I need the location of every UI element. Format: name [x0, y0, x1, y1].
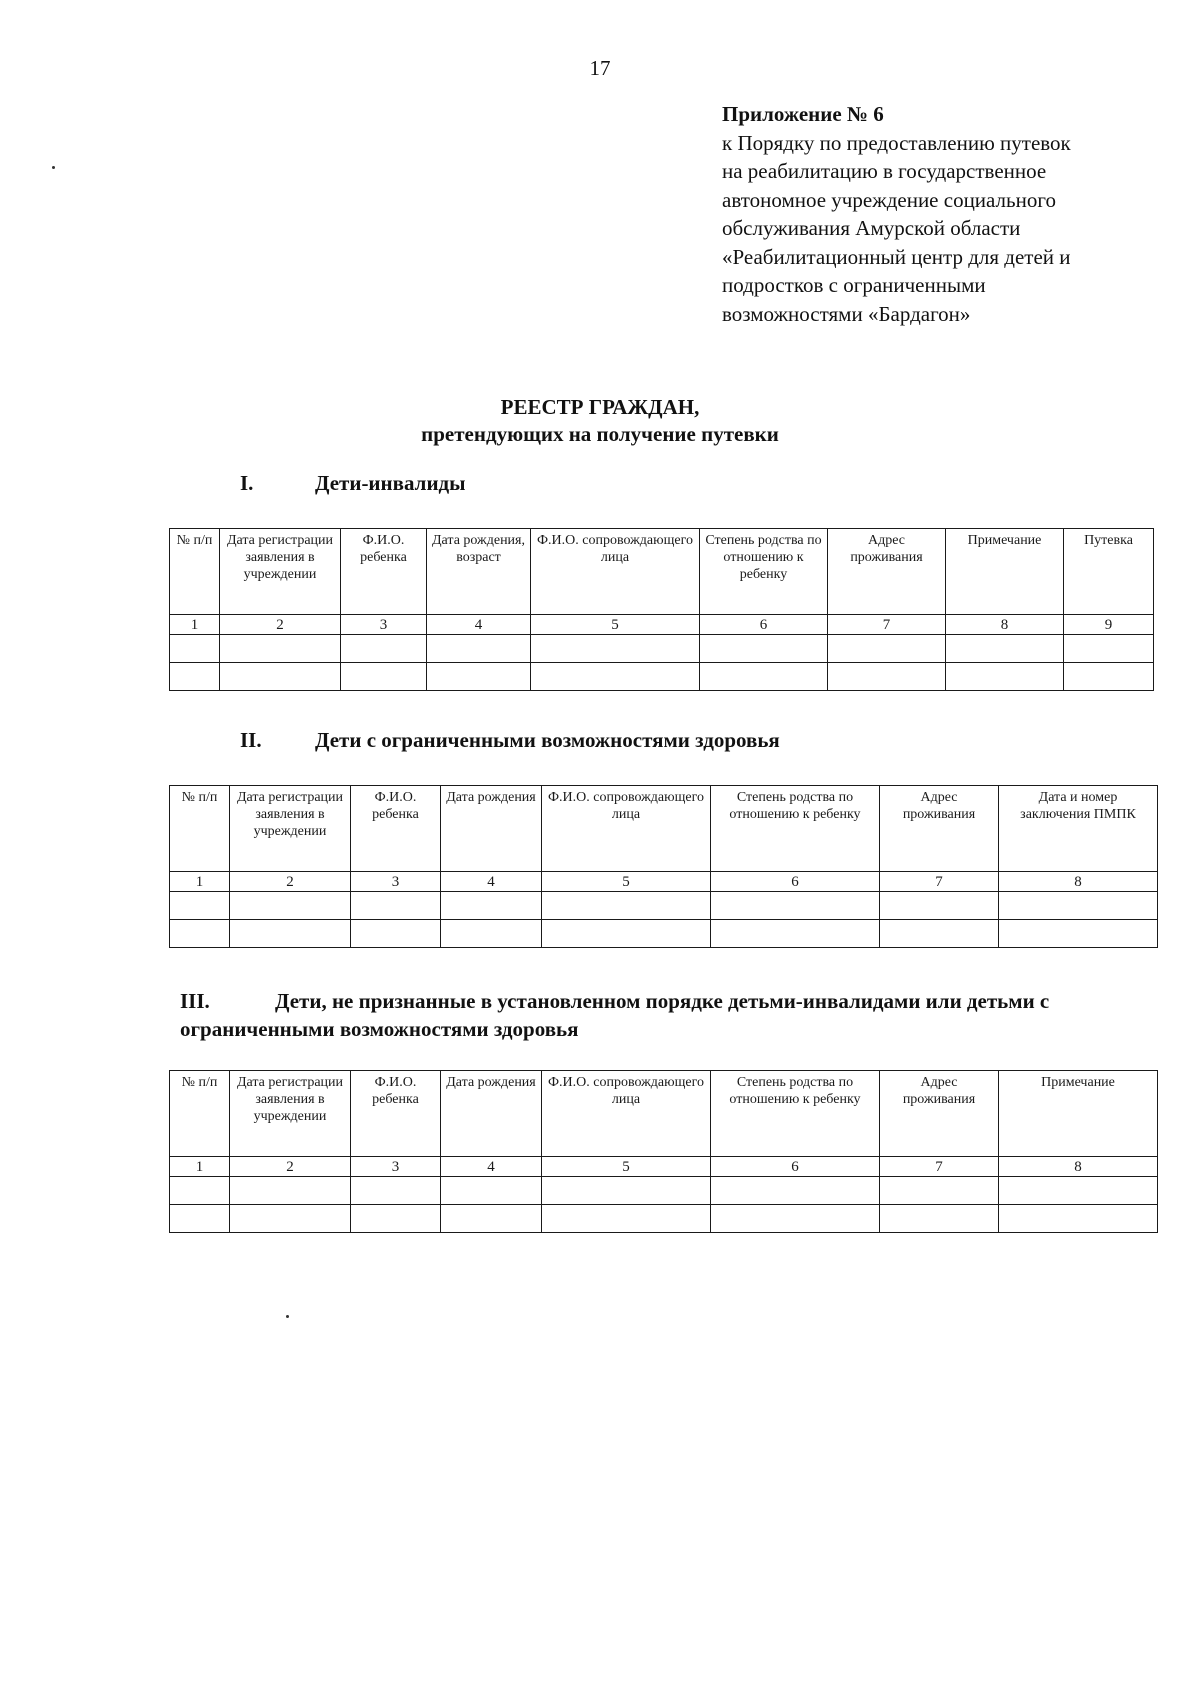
table-cell[interactable]: [441, 892, 542, 920]
table-cell[interactable]: [542, 1205, 711, 1233]
table-cell[interactable]: [170, 635, 220, 663]
table-cell[interactable]: [1064, 663, 1154, 691]
appendix-line: к Порядку по предоставлению путевок: [722, 130, 1071, 155]
table-row: [170, 663, 1154, 691]
table-cell[interactable]: [351, 892, 441, 920]
column-header: Дата рождения, возраст: [427, 529, 531, 615]
table-row: [170, 892, 1158, 920]
registry-title-block: [0, 394, 1200, 448]
column-number: 7: [880, 872, 999, 892]
section-number: I.: [240, 471, 254, 495]
column-number-row: [170, 615, 1154, 635]
appendix-block: [722, 100, 1152, 328]
table-cell[interactable]: [441, 1205, 542, 1233]
section-number: III.: [180, 989, 210, 1013]
column-number: 4: [427, 615, 531, 635]
table-cell[interactable]: [351, 920, 441, 948]
section-title: Дети с ограниченными возможностями здоровья: [315, 728, 780, 752]
table-cell[interactable]: [828, 635, 946, 663]
table-cell[interactable]: [170, 663, 220, 691]
table-cell[interactable]: [999, 920, 1158, 948]
column-header: Дата рождения: [441, 1071, 542, 1157]
column-number: 9: [1064, 615, 1154, 635]
column-header: Примечание: [999, 1071, 1158, 1157]
table-header-row: [170, 786, 1158, 872]
table-cell[interactable]: [542, 1177, 711, 1205]
table-cell[interactable]: [427, 635, 531, 663]
column-header: Дата рождения: [441, 786, 542, 872]
section-1-heading: [240, 471, 466, 496]
column-header: № п/п: [170, 529, 220, 615]
table-cell[interactable]: [170, 920, 230, 948]
table-cell[interactable]: [946, 635, 1064, 663]
column-header: Степень родства по отношению к ребенку: [700, 529, 828, 615]
table-cell[interactable]: [170, 1205, 230, 1233]
table-cell[interactable]: [170, 1177, 230, 1205]
column-number: 3: [341, 615, 427, 635]
column-header: Степень родства по отношению к ребенку: [711, 1071, 880, 1157]
column-number: 4: [441, 872, 542, 892]
column-header: Дата регистрации заявления в учреждении: [230, 786, 351, 872]
table-row: [170, 635, 1154, 663]
table-cell[interactable]: [351, 1205, 441, 1233]
table-header-row: [170, 1071, 1158, 1157]
registry-table-disabled-children: [169, 528, 1154, 691]
column-header: Степень родства по отношению к ребенку: [711, 786, 880, 872]
page-number: 17: [589, 56, 611, 80]
table-cell[interactable]: [711, 892, 880, 920]
table-cell[interactable]: [341, 663, 427, 691]
table-cell[interactable]: [999, 1205, 1158, 1233]
column-number: 5: [542, 1157, 711, 1177]
column-number: 3: [351, 872, 441, 892]
section-title: Дети, не признанные в установленном порядке детьми-инвалидами или детьми с ограниченными возможностями здоровья: [180, 989, 1050, 1041]
column-header: Путевка: [1064, 529, 1154, 615]
table-cell[interactable]: [711, 1205, 880, 1233]
appendix-line: подростков с ограниченными: [722, 273, 986, 297]
table-cell[interactable]: [880, 1205, 999, 1233]
column-number: 2: [230, 872, 351, 892]
column-number: 7: [880, 1157, 999, 1177]
column-number: 1: [170, 872, 230, 892]
table-cell[interactable]: [531, 663, 700, 691]
column-number: 1: [170, 615, 220, 635]
table-row: [170, 1177, 1158, 1205]
column-header: Ф.И.О. сопровождающего лица: [542, 786, 711, 872]
table-cell[interactable]: [531, 635, 700, 663]
column-number: 5: [531, 615, 700, 635]
column-header: № п/п: [170, 786, 230, 872]
column-number: 3: [351, 1157, 441, 1177]
scan-speck: [286, 1315, 289, 1318]
column-header: Ф.И.О. ребенка: [351, 1071, 441, 1157]
column-number: 8: [999, 1157, 1158, 1177]
column-number: 5: [542, 872, 711, 892]
table-cell[interactable]: [170, 892, 230, 920]
column-number: 7: [828, 615, 946, 635]
column-header: Ф.И.О. ребенка: [341, 529, 427, 615]
table-cell[interactable]: [220, 663, 341, 691]
table-cell[interactable]: [880, 892, 999, 920]
column-header: № п/п: [170, 1071, 230, 1157]
column-number: 2: [230, 1157, 351, 1177]
appendix-line: возможностями «Бардагон»: [722, 301, 971, 326]
table-cell[interactable]: [230, 1177, 351, 1205]
table-cell[interactable]: [341, 635, 427, 663]
column-number: 1: [170, 1157, 230, 1177]
table-cell[interactable]: [999, 892, 1158, 920]
table-row: [170, 1205, 1158, 1233]
appendix-line: автономное учреждение социального: [722, 187, 1056, 212]
table-cell[interactable]: [946, 663, 1064, 691]
appendix-line: на реабилитацию в государственное: [722, 159, 1047, 183]
column-number: 6: [711, 872, 880, 892]
column-header: Примечание: [946, 529, 1064, 615]
registry-table-limited-health-children: [169, 785, 1158, 948]
table-cell[interactable]: [230, 892, 351, 920]
table-cell[interactable]: [441, 1177, 542, 1205]
column-number-row: [170, 1157, 1158, 1177]
appendix-line: обслуживания Амурской области: [722, 216, 1021, 240]
registry-table-other-children: [169, 1070, 1158, 1233]
column-number-row: [170, 872, 1158, 892]
section-number: II.: [240, 728, 262, 752]
table-cell[interactable]: [880, 1177, 999, 1205]
table-cell[interactable]: [542, 892, 711, 920]
column-number: 4: [441, 1157, 542, 1177]
column-header: Адрес проживания: [880, 786, 999, 872]
column-number: 8: [999, 872, 1158, 892]
section-3-heading: [180, 987, 1170, 1043]
table-cell[interactable]: [351, 1177, 441, 1205]
column-number: 2: [220, 615, 341, 635]
table-cell[interactable]: [711, 1177, 880, 1205]
column-header: Адрес проживания: [828, 529, 946, 615]
table-cell[interactable]: [700, 663, 828, 691]
table-cell[interactable]: [999, 1177, 1158, 1205]
table-cell[interactable]: [220, 635, 341, 663]
table-cell[interactable]: [427, 663, 531, 691]
column-header: Дата регистрации заявления в учреждении: [220, 529, 341, 615]
table-cell[interactable]: [230, 1205, 351, 1233]
column-number: 6: [700, 615, 828, 635]
table-cell[interactable]: [441, 920, 542, 948]
scan-speck: [52, 166, 55, 169]
table-cell[interactable]: [828, 663, 946, 691]
column-header: Адрес проживания: [880, 1071, 999, 1157]
column-header: Ф.И.О. ребенка: [351, 786, 441, 872]
table-cell[interactable]: [700, 635, 828, 663]
column-header: Дата регистрации заявления в учреждении: [230, 1071, 351, 1157]
registry-subtitle: претендующих на получение путевки: [421, 422, 779, 446]
table-header-row: [170, 529, 1154, 615]
registry-title: РЕЕСТР ГРАЖДАН,: [500, 395, 700, 419]
column-header: Ф.И.О. сопровождающего лица: [531, 529, 700, 615]
column-number: 8: [946, 615, 1064, 635]
column-header: Ф.И.О. сопровождающего лица: [542, 1071, 711, 1157]
table-cell[interactable]: [1064, 635, 1154, 663]
section-title: Дети-инвалиды: [315, 471, 466, 495]
section-2-heading: [240, 728, 780, 753]
table-row: [170, 920, 1158, 948]
table-cell[interactable]: [711, 920, 880, 948]
column-number: 6: [711, 1157, 880, 1177]
table-cell[interactable]: [230, 920, 351, 948]
appendix-title: Приложение № 6: [722, 102, 884, 126]
table-cell[interactable]: [542, 920, 711, 948]
column-header: Дата и номер заключения ПМПК: [999, 786, 1158, 872]
appendix-line: «Реабилитационный центр для детей и: [722, 244, 1071, 269]
table-cell[interactable]: [880, 920, 999, 948]
